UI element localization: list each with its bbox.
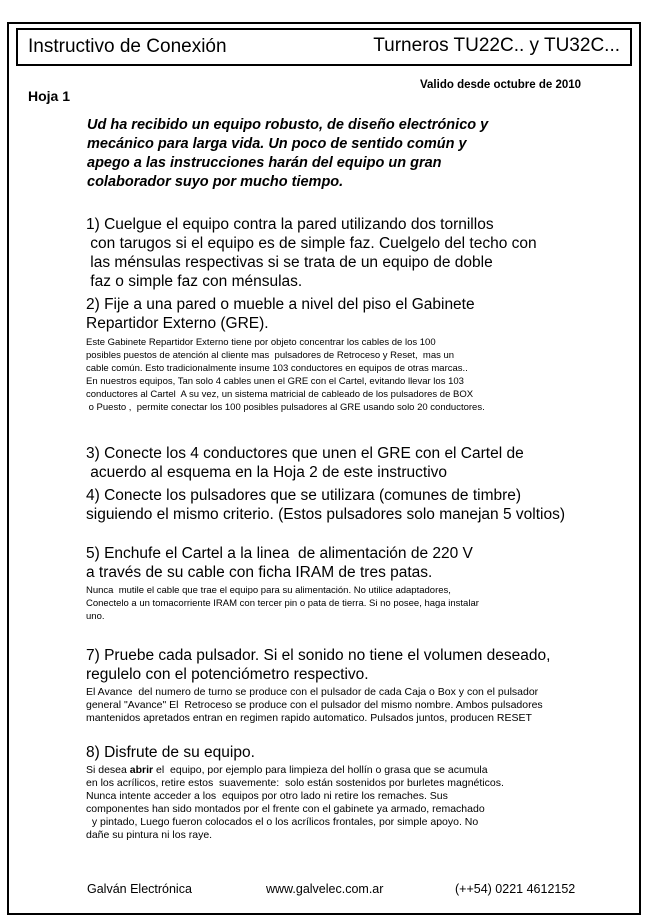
step-3-line: acuerdo al esquema en la Hoja 2 de este instructivo bbox=[86, 464, 448, 481]
footer-company: Galván Electrónica bbox=[87, 882, 192, 896]
step-8 bbox=[86, 743, 641, 762]
step-2 bbox=[86, 295, 641, 333]
document-title: Instructivo de Conexión bbox=[28, 36, 227, 57]
note-text: Si desea bbox=[86, 764, 130, 776]
step-3 bbox=[86, 444, 641, 482]
note-line: El Avance del numero de turno se produce con el pulsador de cada Caja o Box y con el pulsador bbox=[86, 686, 539, 698]
step-4-line: 4) Conecte los pulsadores que se utilizara (comunes de timbre) bbox=[86, 487, 522, 504]
sheet-label: Hoja 1 bbox=[28, 88, 71, 104]
intro-line: Ud ha recibido un equipo robusto, de diseño electrónico y bbox=[87, 117, 489, 133]
step-5-line: a través de su cable con ficha IRAM de tres patas. bbox=[86, 564, 433, 581]
header-box bbox=[16, 28, 632, 66]
step-7-note bbox=[86, 686, 641, 725]
step-4-line: siguiendo el mismo criterio. (Estos pulsadores solo manejan 5 voltios) bbox=[86, 506, 565, 523]
step-5 bbox=[86, 544, 641, 582]
note-line: Conectelo a un tomacorriente IRAM con tercer pin o pata de tierra. Si no posee, haga instalar bbox=[86, 598, 479, 609]
intro-line: colaborador suyo por mucho tiempo. bbox=[87, 174, 344, 190]
step-2-line: 2) Fije a una pared o mueble a nivel del piso el Gabinete bbox=[86, 296, 475, 313]
note-line: en los acrílicos, retire estos suavemente: solo están sostenidos por burletes magnéticos. bbox=[86, 777, 504, 789]
step-7 bbox=[86, 646, 641, 684]
step-1-line: faz o simple faz con ménsulas. bbox=[86, 273, 303, 290]
step-1-line: 1) Cuelgue el equipo contra la pared utilizando dos tornillos bbox=[86, 216, 494, 233]
step-5-note bbox=[86, 584, 641, 623]
note-line: dañe su pintura ni los raye. bbox=[86, 829, 213, 841]
step-7-line: regulelo con el potenciómetro respectivo. bbox=[86, 666, 369, 683]
note-line: cable común. Esto tradicionalmente insume 103 conductores en equipos de otras marcas.. bbox=[86, 363, 468, 374]
note-line: En nuestros equipos, Tan solo 4 cables unen el GRE con el Cartel, evitando llevar los 103 bbox=[86, 376, 464, 387]
note-line bbox=[86, 764, 641, 777]
note-text: el equipo, por ejemplo para limpieza del hollín o grasa que se acumula bbox=[153, 764, 488, 776]
step-7-line: 7) Pruebe cada pulsador. Si el sonido no tiene el volumen deseado, bbox=[86, 647, 551, 664]
step-4 bbox=[86, 486, 641, 524]
product-title: Turneros TU22C.. y TU32C... bbox=[373, 35, 620, 56]
step-8-note bbox=[86, 764, 641, 842]
note-line: Este Gabinete Repartidor Externo tiene por objeto concentrar los cables de los 100 bbox=[86, 337, 436, 348]
note-line: conductores al Cartel A su vez, un sistema matricial de cableado de los pulsadores de BOX bbox=[86, 389, 474, 400]
step-1-line: las ménsulas respectivas si se trata de un equipo de doble bbox=[86, 254, 493, 271]
intro-line: apego a las instrucciones harán del equipo un gran bbox=[87, 155, 442, 171]
footer-website: www.galvelec.com.ar bbox=[266, 882, 384, 896]
note-line: posibles puestos de atención al cliente mas pulsadores de Retroceso y Reset, mas un bbox=[86, 350, 455, 361]
note-bold-text: abrir bbox=[129, 764, 154, 776]
step-2-note bbox=[86, 336, 641, 414]
note-line: Nunca intente acceder a los equipos por otro lado ni retire los remaches. Sus bbox=[86, 790, 448, 802]
note-line: uno. bbox=[86, 611, 105, 622]
note-line: Nunca mutile el cable que trae el equipo para su alimentación. No utilice adaptadores, bbox=[86, 585, 451, 596]
note-line: y pintado, Luego fueron colocados el o los acrílicos frontales, por simple apoyo. No bbox=[86, 816, 479, 828]
step-1 bbox=[86, 215, 641, 291]
footer-phone: (++54) 0221 4612152 bbox=[455, 882, 576, 896]
step-1-line: con tarugos si el equipo es de simple faz. Cuelgelo del techo con bbox=[86, 235, 537, 252]
valid-date: Valido desde octubre de 2010 bbox=[420, 79, 582, 91]
note-line: o Puesto , permite conectar los 100 posibles pulsadores al GRE usando solo 20 conductores. bbox=[86, 402, 485, 413]
step-8-title: 8) Disfrute de su equipo. bbox=[86, 744, 255, 761]
intro-line: mecánico para larga vida. Un poco de sentido común y bbox=[87, 136, 467, 152]
note-line: componentes han sido montados por el frente con el gabinete ya armado, remachado bbox=[86, 803, 485, 815]
step-2-line: Repartidor Externo (GRE). bbox=[86, 315, 269, 332]
step-5-line: 5) Enchufe el Cartel a la linea de alimentación de 220 V bbox=[86, 545, 473, 562]
note-line: mantenidos apretados entran en regimen rapido automatico. Pulsados juntos, producen RESET bbox=[86, 712, 532, 724]
step-3-line: 3) Conecte los 4 conductores que unen el GRE con el Cartel de bbox=[86, 445, 524, 462]
intro-paragraph bbox=[87, 116, 567, 192]
note-line: general "Avance" El Retroceso se produce con el pulsador del mismo nombre. Ambos pulsadores bbox=[86, 699, 543, 711]
